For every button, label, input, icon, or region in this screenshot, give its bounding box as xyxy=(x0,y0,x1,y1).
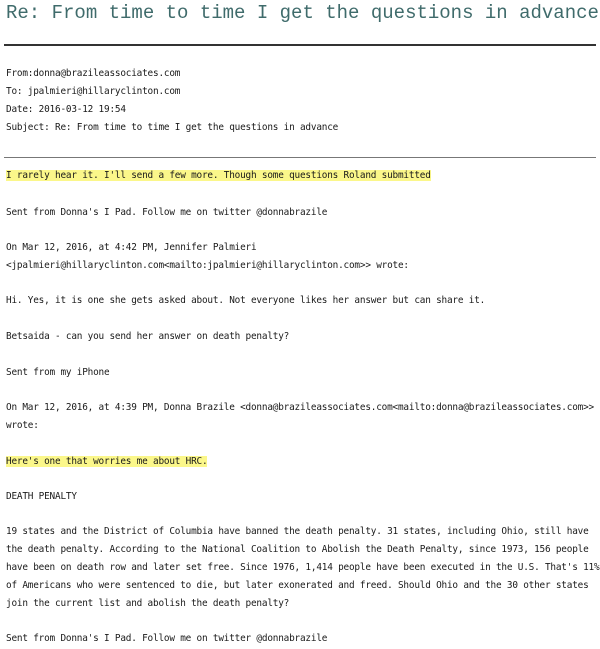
signature-iphone: Sent from my iPhone xyxy=(6,367,110,378)
title-divider xyxy=(4,44,596,46)
reply-line xyxy=(6,169,431,182)
brazile-message xyxy=(6,455,207,468)
paragraph-line: the death penalty. According to the National Coalition to Abolish the Death Penalty, since 1973, 156 people xyxy=(6,544,589,555)
signature-ipad-2: Sent from Donna's I Pad. Follow me on twitter @donnabrazile xyxy=(6,633,328,644)
quote-header-palmieri: On Mar 12, 2016, at 4:42 PM, Jennifer Palmieri xyxy=(6,242,257,253)
to-field: To: jpalmieri@hillaryclinton.com xyxy=(6,86,181,97)
paragraph-line: of Americans who were sentenced to die, but later exonerated and freed. Should Ohio and the 30 other states xyxy=(6,580,589,591)
quote-header-palmieri-email: <jpalmieri@hillaryclinton.com<mailto:jpalmieri@hillaryclinton.com>> wrote: xyxy=(6,260,409,271)
signature-ipad: Sent from Donna's I Pad. Follow me on twitter @donnabrazile xyxy=(6,207,328,218)
date-field: Date: 2016-03-12 19:54 xyxy=(6,104,126,115)
subject-field: Subject: Re: From time to time I get the questions in advance xyxy=(6,122,339,133)
palmieri-request: Betsaida - can you send her answer on death penalty? xyxy=(6,331,290,342)
paragraph-line: have been on death row and later set free. Since 1976, 1,414 people have been executed in the U.S. That's 11% xyxy=(6,562,600,573)
highlighted-text: I rarely hear it. I'll send a few more. Though some questions Roland submitted xyxy=(6,170,431,181)
paragraph-line: 19 states and the District of Columbia have banned the death penalty. 31 states, including Ohio, still have xyxy=(6,526,589,537)
quote-header-brazile-wrote: wrote: xyxy=(6,420,39,431)
palmieri-message: Hi. Yes, it is one she gets asked about. Not everyone likes her answer but can share it. xyxy=(6,295,486,306)
from-field: From:donna@brazileassociates.com xyxy=(6,68,181,79)
death-penalty-paragraph xyxy=(6,523,600,613)
header-divider xyxy=(4,157,596,158)
section-heading: DEATH PENALTY xyxy=(6,491,77,502)
highlighted-text: Here's one that worries me about HRC. xyxy=(6,456,208,467)
quote-header-brazile: On Mar 12, 2016, at 4:39 PM, Donna Brazile <donna@brazileassociates.com<mailto:donna@brazileassociates.com>> xyxy=(6,402,594,413)
email-title: Re: From time to time I get the questions in advance xyxy=(6,2,599,24)
paragraph-line: join the current list and abolish the death penalty? xyxy=(6,598,290,609)
